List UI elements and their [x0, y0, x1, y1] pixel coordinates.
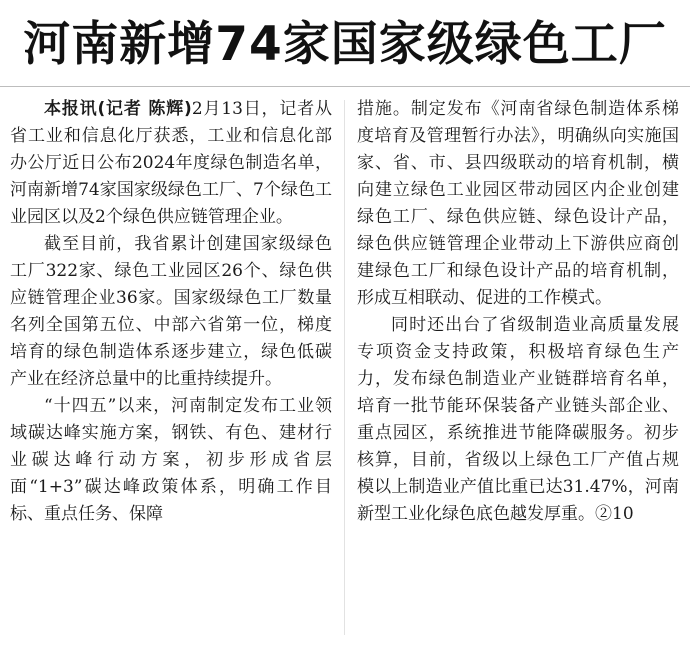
article-column-left	[10, 96, 332, 641]
paragraph-2: 截至目前，我省累计创建国家级绿色工厂322家、绿色工业园区26个、绿色供应链管理企业36家。国家级绿色工厂数量名列全国第五位、中部六省第一位，梯度培育的绿色制造体系逐步建立，绿色低碳产业在经济总量中的比重持续提升。	[10, 234, 332, 389]
paragraph-4: 同时还出台了省级制造业高质量发展专项资金支持政策，积极培育绿色生产力，发布绿色制造业产业链群培育名单，培育一批节能环保装备产业链头部企业、重点园区，系统推进节能降碳服务。初步核算，目前，省级以上绿色工厂产值占规模以上制造业产值比重已达31.47%，河南新型工业化绿色底色越发厚重。②10	[357, 315, 679, 524]
paragraph-3: “十四五”以来，河南制定发布工业领域碳达峰实施方案，钢铁、有色、建材行业碳达峰行动方案，初步形成省层面“1+3”碳达峰政策体系，明确工作目标、重点任务、保障	[10, 396, 332, 524]
paragraph-3-continued: 措施。制定发布《河南省绿色制造体系梯度培育及管理暂行办法》，明确纵向实施国家、省、市、县四级联动的培育机制，横向建立绿色工业园区带动园区内企业创建绿色工厂、绿色供应链、绿色设计产品，绿色供应链管理企业带动上下游供应商创建绿色工厂和绿色设计产品的培育机制，形成互相联动、促进的工作模式。	[357, 99, 679, 308]
paragraph-1-text: 2月13日，记者从省工业和信息化厅获悉，工业和信息化部办公厅近日公布2024年度绿色制造名单，河南新增74家国家级绿色工厂、7个绿色工业园区以及2个绿色供应链管理企业。	[10, 99, 332, 227]
column-divider	[344, 100, 345, 635]
article-column-right	[357, 96, 679, 641]
paragraph-1	[10, 96, 332, 231]
headline: 河南新增74家国家级绿色工厂	[23, 16, 667, 72]
headline-rule	[0, 86, 690, 87]
byline: 本报讯(记者 陈辉)	[44, 99, 192, 119]
